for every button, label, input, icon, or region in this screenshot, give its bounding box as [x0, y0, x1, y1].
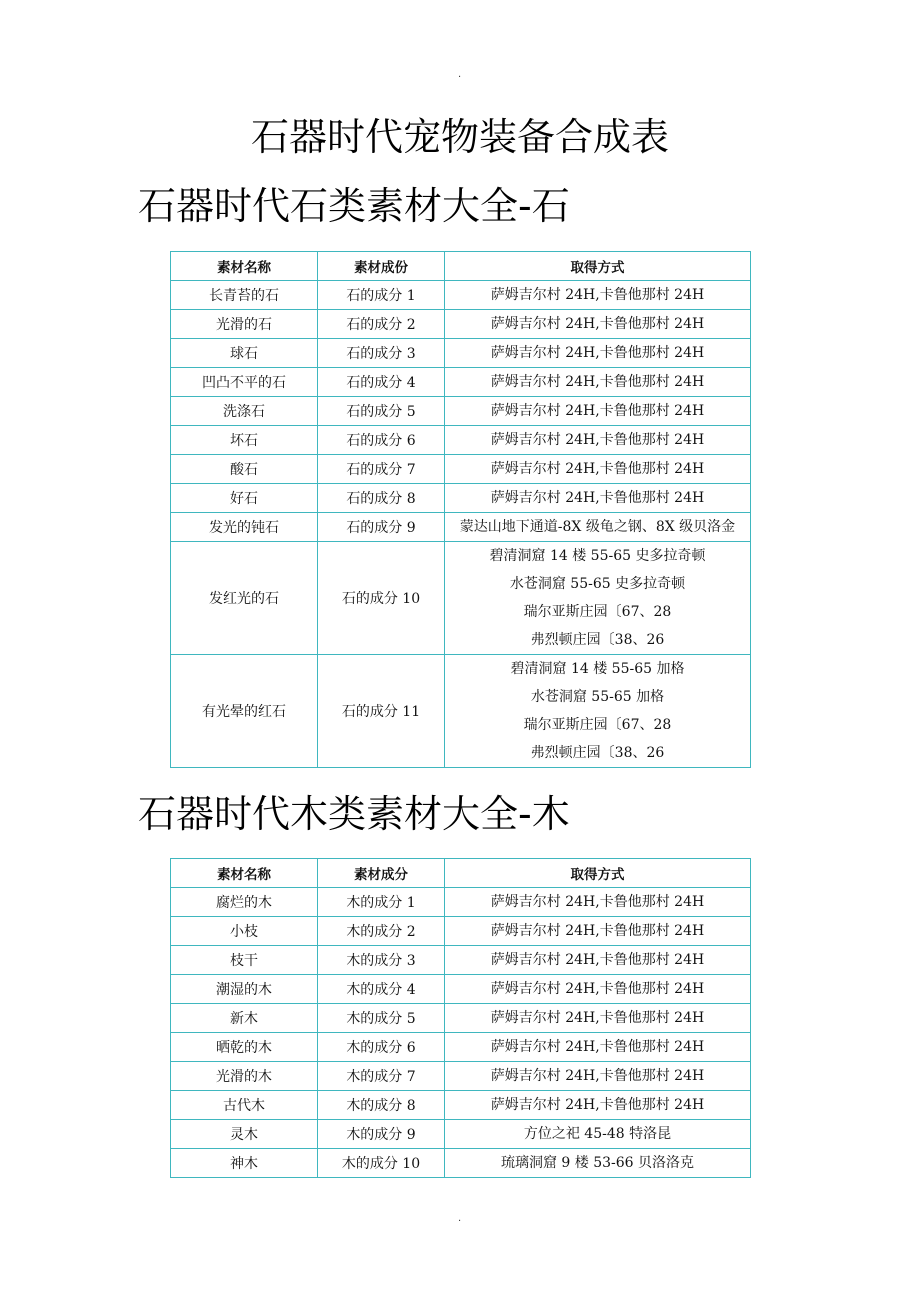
material-name-cell: 晒乾的木	[171, 1033, 318, 1062]
acquisition-method-cell	[445, 426, 751, 455]
section-title-wood: 石器时代木类素材大全-木	[138, 792, 570, 836]
acquisition-method-cell	[445, 1004, 751, 1033]
material-component-cell: 木的成分 4	[318, 975, 445, 1004]
material-name-cell: 好石	[171, 484, 318, 513]
material-component-cell: 石的成分 6	[318, 426, 445, 455]
table-row	[171, 1091, 751, 1120]
acquisition-method-cell	[445, 484, 751, 513]
table-row	[171, 1004, 751, 1033]
acquisition-method-cell	[445, 397, 751, 426]
acquisition-method-cell	[445, 975, 751, 1004]
acquisition-source-line: 萨姆吉尔村 24H,卡鲁他那村 24H	[490, 1097, 705, 1113]
table-row	[171, 1062, 751, 1091]
header-acquisition-method: 取得方式	[445, 252, 751, 281]
material-name-cell: 新木	[171, 1004, 318, 1033]
acquisition-method-cell	[445, 1091, 751, 1120]
material-name-cell: 古代木	[171, 1091, 318, 1120]
acquisition-source-line: 碧清洞窟 14 楼 55-65 加格	[510, 661, 685, 677]
material-component-cell: 石的成分 4	[318, 368, 445, 397]
material-component-cell: 石的成分 2	[318, 310, 445, 339]
acquisition-method-cell	[445, 281, 751, 310]
material-component-cell: 木的成分 6	[318, 1033, 445, 1062]
material-name-cell: 有光晕的红石	[171, 655, 318, 768]
acquisition-method-cell	[445, 655, 751, 768]
acquisition-source-line: 萨姆吉尔村 24H,卡鲁他那村 24H	[490, 1039, 705, 1055]
acquisition-source-line: 蒙达山地下通道-8X 级龟之钢、8X 级贝洛金	[459, 519, 736, 535]
table-row	[171, 655, 751, 768]
material-component-cell: 木的成分 2	[318, 917, 445, 946]
table-row	[171, 1120, 751, 1149]
acquisition-source-line: 萨姆吉尔村 24H,卡鲁他那村 24H	[490, 981, 705, 997]
document-title: 石器时代宠物装备合成表	[250, 115, 669, 159]
table-row	[171, 426, 751, 455]
table-row	[171, 917, 751, 946]
table-row	[171, 484, 751, 513]
acquisition-source-line: 萨姆吉尔村 24H,卡鲁他那村 24H	[490, 345, 705, 361]
acquisition-source-line: 弗烈顿庄园〔38、26	[530, 632, 665, 648]
wood-materials-table	[170, 858, 751, 1178]
material-name-cell: 小枝	[171, 917, 318, 946]
header-material-name: 素材名称	[171, 252, 318, 281]
table-header-row	[171, 252, 751, 281]
material-name-cell: 腐烂的木	[171, 888, 318, 917]
table-row	[171, 368, 751, 397]
material-name-cell: 光滑的木	[171, 1062, 318, 1091]
acquisition-source-line: 萨姆吉尔村 24H,卡鲁他那村 24H	[490, 1068, 705, 1084]
acquisition-source-line: 萨姆吉尔村 24H,卡鲁他那村 24H	[490, 894, 705, 910]
acquisition-source-line: 弗烈顿庄园〔38、26	[530, 745, 665, 761]
material-component-cell: 石的成分 9	[318, 513, 445, 542]
acquisition-source-line: 萨姆吉尔村 24H,卡鲁他那村 24H	[490, 374, 705, 390]
acquisition-method-cell	[445, 310, 751, 339]
material-component-cell: 木的成分 10	[318, 1149, 445, 1178]
material-component-cell: 石的成分 3	[318, 339, 445, 368]
acquisition-method-cell	[445, 368, 751, 397]
acquisition-source-line: 萨姆吉尔村 24H,卡鲁他那村 24H	[490, 403, 705, 419]
material-component-cell: 石的成分 5	[318, 397, 445, 426]
acquisition-method-cell	[445, 917, 751, 946]
table-row	[171, 397, 751, 426]
acquisition-source-line: 萨姆吉尔村 24H,卡鲁他那村 24H	[490, 316, 705, 332]
header-material-component: 素材成份	[318, 252, 445, 281]
material-component-cell: 木的成分 3	[318, 946, 445, 975]
acquisition-method-cell	[445, 1033, 751, 1062]
stone-table-body	[171, 281, 751, 768]
material-name-cell: 神木	[171, 1149, 318, 1178]
material-component-cell: 石的成分 1	[318, 281, 445, 310]
table-row	[171, 1033, 751, 1062]
acquisition-method-cell	[445, 946, 751, 975]
material-component-cell: 木的成分 8	[318, 1091, 445, 1120]
table-row	[171, 339, 751, 368]
material-name-cell: 洗涤石	[171, 397, 318, 426]
acquisition-method-cell	[445, 1149, 751, 1178]
material-name-cell: 长青苔的石	[171, 281, 318, 310]
table-row	[171, 281, 751, 310]
material-name-cell: 枝干	[171, 946, 318, 975]
header-acquisition-method: 取得方式	[445, 859, 751, 888]
material-component-cell: 石的成分 11	[318, 655, 445, 768]
acquisition-source-line: 萨姆吉尔村 24H,卡鲁他那村 24H	[490, 490, 705, 506]
wood-table-body	[171, 888, 751, 1178]
acquisition-source-line: 琉璃洞窟 9 楼 53-66 贝洛洛克	[500, 1155, 695, 1171]
table-row	[171, 455, 751, 484]
material-component-cell: 木的成分 5	[318, 1004, 445, 1033]
acquisition-source-line: 碧清洞窟 14 楼 55-65 史多拉奇顿	[489, 548, 706, 564]
material-component-cell: 石的成分 7	[318, 455, 445, 484]
acquisition-method-cell	[445, 339, 751, 368]
material-name-cell: 发红光的石	[171, 542, 318, 655]
material-name-cell: 潮湿的木	[171, 975, 318, 1004]
material-component-cell: 木的成分 7	[318, 1062, 445, 1091]
acquisition-source-line: 瑞尔亚斯庄园〔67、28	[523, 717, 672, 733]
material-name-cell: 发光的钝石	[171, 513, 318, 542]
acquisition-source-line: 方位之祀 45-48 特洛昆	[523, 1126, 672, 1142]
acquisition-method-cell	[445, 513, 751, 542]
material-name-cell: 坏石	[171, 426, 318, 455]
acquisition-source-line: 萨姆吉尔村 24H,卡鲁他那村 24H	[490, 287, 705, 303]
table-row	[171, 310, 751, 339]
table-row	[171, 975, 751, 1004]
table-row	[171, 513, 751, 542]
section-title-stone: 石器时代石类素材大全-石	[138, 184, 570, 228]
material-component-cell: 石的成分 10	[318, 542, 445, 655]
acquisition-source-line: 萨姆吉尔村 24H,卡鲁他那村 24H	[490, 432, 705, 448]
material-name-cell: 球石	[171, 339, 318, 368]
acquisition-source-line: 萨姆吉尔村 24H,卡鲁他那村 24H	[490, 461, 705, 477]
acquisition-method-cell	[445, 888, 751, 917]
material-component-cell: 木的成分 1	[318, 888, 445, 917]
material-component-cell: 木的成分 9	[318, 1120, 445, 1149]
acquisition-source-line: 萨姆吉尔村 24H,卡鲁他那村 24H	[490, 952, 705, 968]
table-header-row	[171, 859, 751, 888]
material-name-cell: 光滑的石	[171, 310, 318, 339]
table-row	[171, 946, 751, 975]
material-name-cell: 酸石	[171, 455, 318, 484]
acquisition-source-line: 水苍洞窟 55-65 加格	[530, 689, 665, 705]
table-row	[171, 542, 751, 655]
stone-materials-table	[170, 251, 751, 768]
table-row	[171, 1149, 751, 1178]
acquisition-method-cell	[445, 542, 751, 655]
acquisition-source-line: 萨姆吉尔村 24H,卡鲁他那村 24H	[490, 923, 705, 939]
acquisition-method-cell	[445, 1062, 751, 1091]
material-name-cell: 凹凸不平的石	[171, 368, 318, 397]
acquisition-source-line: 水苍洞窟 55-65 史多拉奇顿	[509, 576, 686, 592]
acquisition-source-line: 萨姆吉尔村 24H,卡鲁他那村 24H	[490, 1010, 705, 1026]
page-marker-bottom: .	[458, 1213, 462, 1224]
header-material-component: 素材成分	[318, 859, 445, 888]
acquisition-source-line: 瑞尔亚斯庄园〔67、28	[523, 604, 672, 620]
acquisition-method-cell	[445, 455, 751, 484]
page-marker-top: .	[458, 69, 462, 80]
material-component-cell: 石的成分 8	[318, 484, 445, 513]
material-name-cell: 灵木	[171, 1120, 318, 1149]
header-material-name: 素材名称	[171, 859, 318, 888]
table-row	[171, 888, 751, 917]
acquisition-method-cell	[445, 1120, 751, 1149]
